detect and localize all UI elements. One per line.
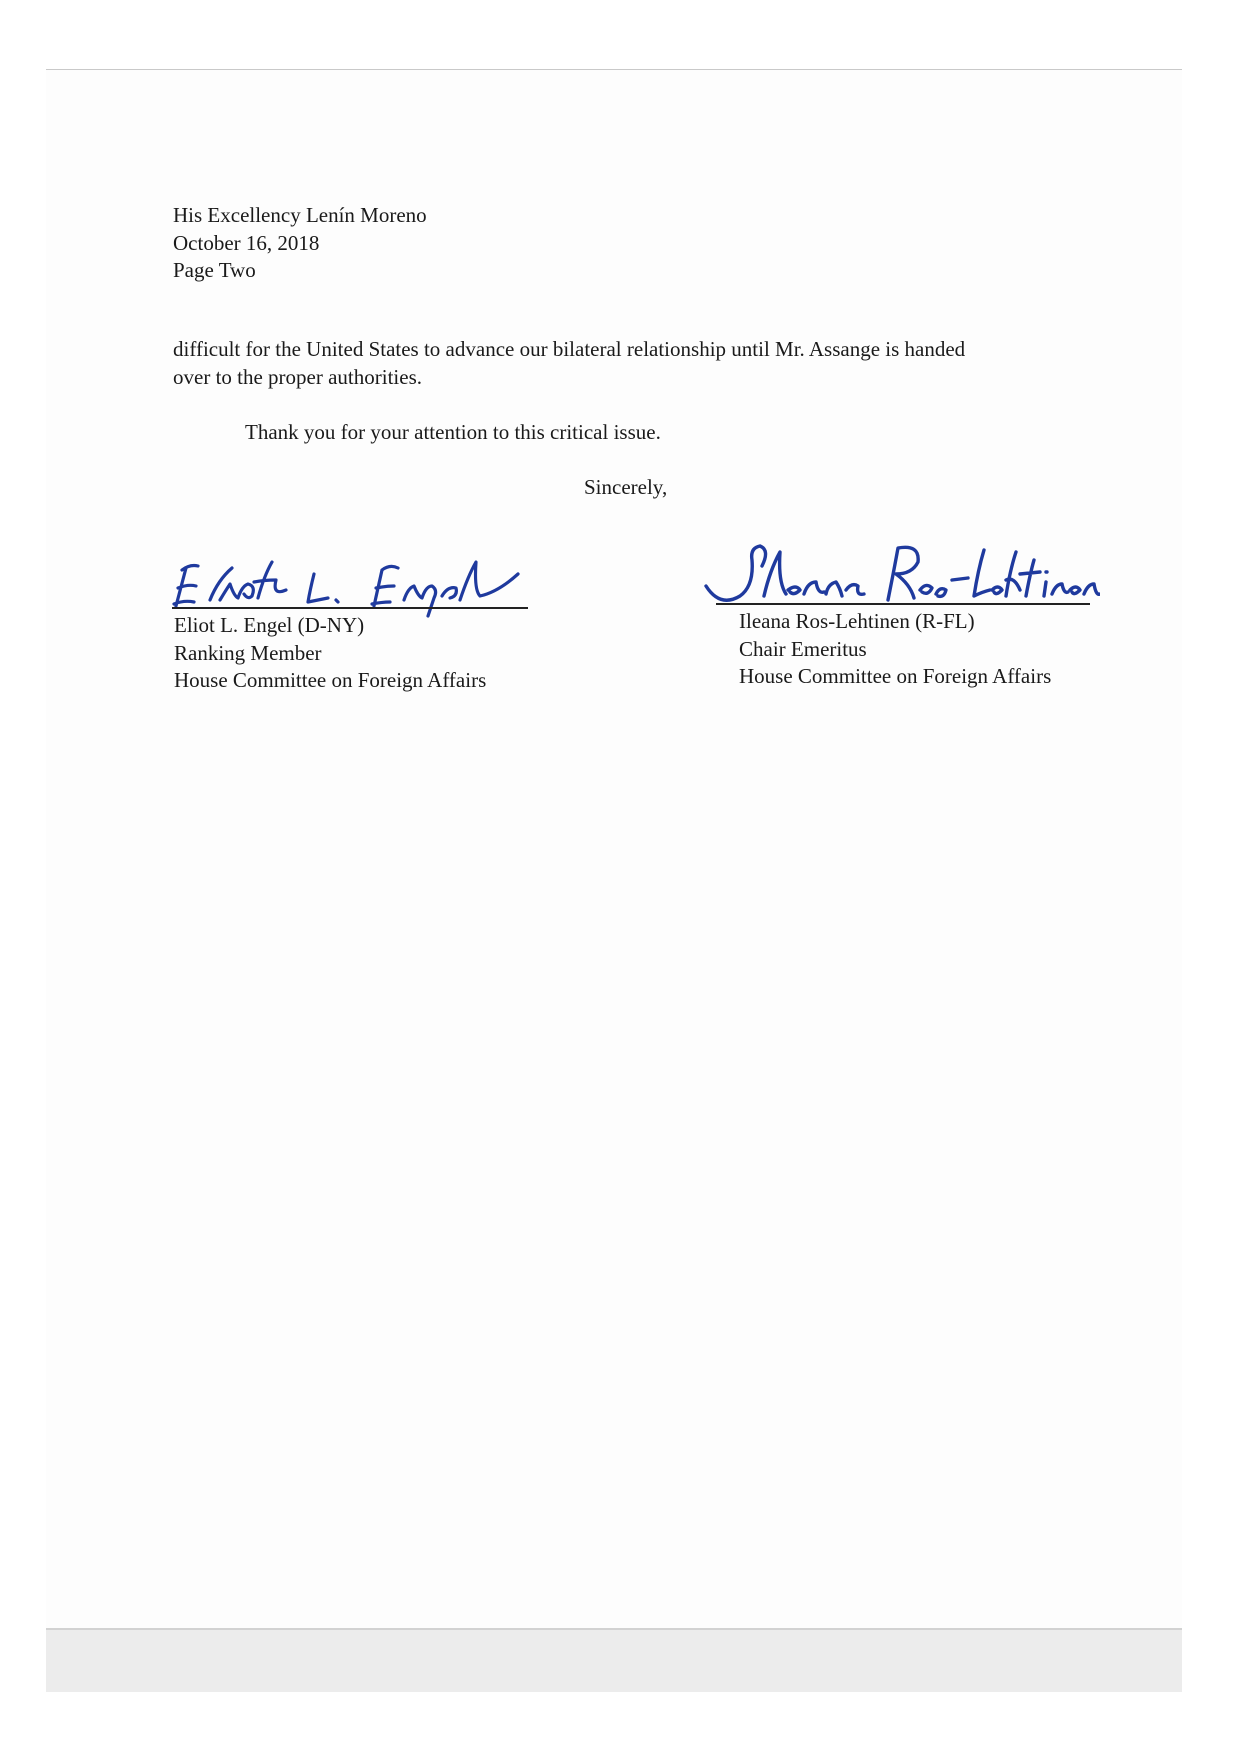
signatory-title: Ranking Member: [174, 640, 322, 665]
letter-page: [46, 70, 1182, 1680]
signatory-name: Eliot L. Engel (D-NY): [174, 613, 365, 637]
signature-line-right: [716, 603, 1090, 605]
signatory-committee: House Committee on Foreign Affairs: [174, 668, 487, 692]
bottom-page-edge: [46, 1628, 1182, 1692]
signatory-committee: House Committee on Foreign Affairs: [739, 664, 1052, 688]
signatory-name: Ileana Ros-Lehtinen (R-FL): [739, 609, 975, 633]
signature-line-left: [172, 607, 528, 609]
addressee: His Excellency Lenín Moreno: [173, 203, 427, 227]
letter-date: October 16, 2018: [173, 230, 320, 255]
signatory-title: Chair Emeritus: [739, 636, 867, 661]
thanks-sentence: Thank you for your attention to this critical issue.: [245, 420, 661, 444]
body-paragraph: [173, 336, 965, 391]
body-line-1: difficult for the United States to advance our bilateral relationship until Mr. Assange is handed: [173, 337, 966, 361]
closing-salutation: Sincerely,: [584, 475, 668, 499]
signatory-block-left: [174, 612, 486, 695]
letter-header: [173, 202, 427, 285]
signature-ileana-ros-lehtinen: [700, 530, 1100, 610]
body-line-2: over to the proper authorities.: [173, 364, 423, 389]
page-label: Page Two: [173, 258, 256, 282]
signatory-block-right: [739, 608, 1051, 691]
